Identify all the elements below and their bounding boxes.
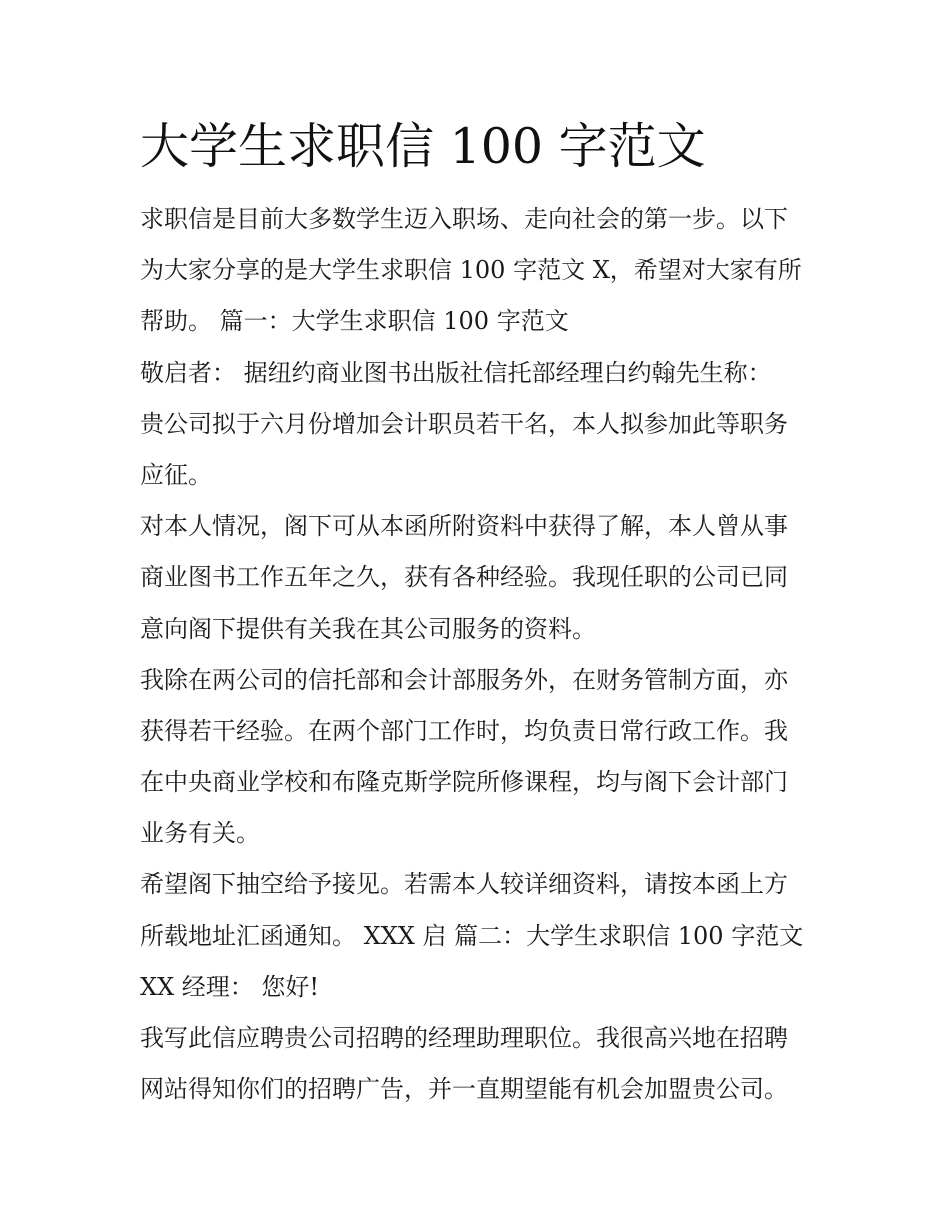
document-title: 大学生求职信 100 字范文	[140, 118, 706, 175]
text-line: 我除在两公司的信托部和会计部服务外，在财务管制方面，亦	[140, 665, 788, 694]
text-line: 商业图书工作五年之久，获有各种经验。我现任职的公司已同	[140, 563, 788, 592]
text-line: 业务有关。	[140, 819, 260, 848]
text-line: 所载地址汇函通知。 XXX 启 篇二：大学生求职信 100 字范文	[140, 921, 804, 950]
text-line: 获得若干经验。在两个部门工作时，均负责日常行政工作。我	[140, 716, 788, 745]
text-line: 对本人情况，阁下可从本函所附资料中获得了解，本人曾从事	[140, 512, 788, 541]
text-line: 敬启者： 据纽约商业图书出版社信托部经理白约翰先生称：	[140, 358, 772, 387]
text-line: 我写此信应聘贵公司招聘的经理助理职位。我很高兴地在招聘	[140, 1024, 788, 1052]
text-line: 求职信是目前大多数学生迈入职场、走向社会的第一步。以下	[140, 205, 788, 233]
text-line: 网站得知你们的招聘广告，并一直期望能有机会加盟贵公司。	[140, 1075, 788, 1104]
text-line: 在中央商业学校和布隆克斯学院所修课程，均与阁下会计部门	[140, 768, 788, 797]
text-line: 希望阁下抽空给予接见。若需本人较详细资料，请按本函上方	[140, 870, 788, 899]
document-body	[140, 194, 830, 1115]
text-line: XX 经理： 您好!	[140, 972, 320, 1001]
text-line: 帮助。 篇一：大学生求职信 100 字范文	[140, 307, 569, 336]
text-line: 应征。	[140, 460, 212, 489]
text-line: 为大家分享的是大学生求职信 100 字范文 X，希望对大家有所	[140, 256, 802, 285]
text-line: 意向阁下提供有关我在其公司服务的资料。	[140, 614, 596, 643]
text-line: 贵公司拟于六月份增加会计职员若干名，本人拟参加此等职务	[140, 409, 788, 438]
